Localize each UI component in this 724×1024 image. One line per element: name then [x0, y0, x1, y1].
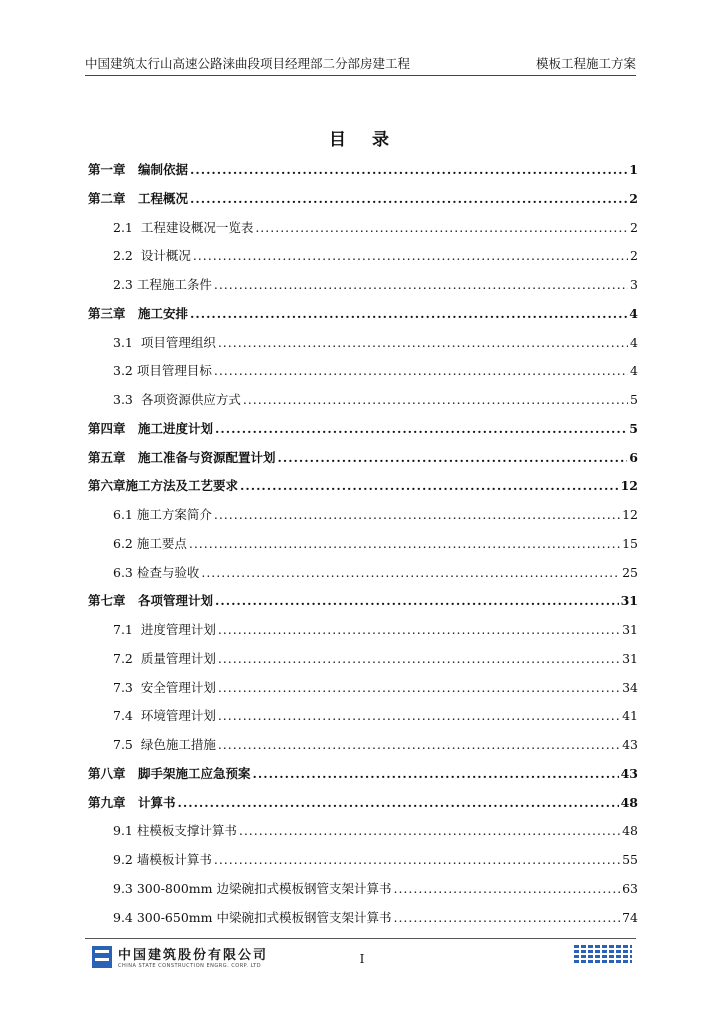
toc-entry-label: 2.3 工程施工条件 [113, 277, 212, 292]
toc-chapter-entry[interactable] [88, 587, 638, 616]
table-of-contents [88, 156, 638, 932]
toc-entry-page: 63 [622, 880, 638, 896]
toc-leader-dots [214, 357, 628, 386]
company-name-en: CHINA STATE CONSTRUCTION ENGRG. CORP. LTD [118, 963, 262, 969]
toc-leader-dots [214, 846, 620, 875]
toc-chapter-entry[interactable] [88, 300, 638, 329]
header-document-title: 模板工程施工方案 [535, 56, 636, 71]
toc-entry-label: 第二章 工程概况 [88, 190, 189, 206]
toc-leader-dots [189, 530, 620, 559]
toc-chapter-entry[interactable] [88, 472, 638, 501]
toc-entry-label: 9.4 300-650mm 中梁碗扣式模板钢管支架计算书 [113, 909, 392, 925]
toc-leader-dots [243, 386, 628, 415]
toc-leader-dots [190, 185, 627, 214]
page-number: I [359, 952, 365, 966]
toc-entry-label: 第六章施工方法及工艺要求 [88, 478, 239, 494]
toc-entry-page: 31 [622, 650, 638, 666]
toc-section-entry[interactable] [88, 875, 638, 904]
toc-entry-label: 9.3 300-800mm 边梁碗扣式模板钢管支架计算书 [113, 880, 392, 896]
toc-section-entry[interactable] [88, 702, 638, 731]
toc-chapter-entry[interactable] [88, 444, 638, 473]
toc-entry-label: 7.4 环境管理计划 [113, 708, 216, 724]
toc-entry-label: 6.2 施工要点 [113, 535, 187, 551]
toc-section-entry[interactable] [88, 214, 638, 243]
toc-entry-label: 2.1 工程建设概况一览表 [113, 219, 254, 235]
toc-entry-page: 3 [630, 277, 638, 292]
toc-section-entry[interactable] [88, 817, 638, 846]
toc-entry-page: 55 [622, 852, 638, 867]
toc-section-entry[interactable] [88, 904, 638, 933]
toc-entry-page: 34 [622, 679, 638, 695]
toc-entry-label: 2.2 设计概况 [113, 248, 191, 264]
toc-entry-label: 6.1 施工方案简介 [113, 507, 212, 522]
toc-leader-dots [218, 731, 620, 760]
toc-entry-page: 2 [630, 219, 638, 235]
toc-entry-page: 2 [630, 248, 638, 264]
toc-chapter-entry[interactable] [88, 789, 638, 818]
toc-entry-page: 5 [630, 392, 638, 407]
toc-entry-label: 第三章 施工安排 [88, 305, 189, 321]
toc-leader-dots [393, 875, 620, 904]
toc-section-entry[interactable] [88, 846, 638, 875]
footer-divider [85, 938, 636, 939]
toc-entry-label: 第八章 脚手架施工应急预案 [88, 765, 251, 781]
toc-section-entry[interactable] [88, 645, 638, 674]
toc-leader-dots [393, 904, 620, 933]
toc-entry-page: 15 [622, 535, 638, 551]
toc-section-entry[interactable] [88, 731, 638, 760]
toc-entry-label: 第四章 施工进度计划 [88, 420, 214, 436]
toc-section-entry[interactable] [88, 616, 638, 645]
toc-entry-page: 4 [630, 363, 638, 379]
toc-leader-dots [214, 271, 628, 300]
toc-entry-page: 4 [630, 334, 638, 350]
toc-leader-dots [218, 329, 628, 358]
toc-entry-page: 1 [629, 162, 638, 177]
toc-section-entry[interactable] [88, 357, 638, 386]
toc-chapter-entry[interactable] [88, 760, 638, 789]
toc-entry-label: 7.3 安全管理计划 [113, 679, 216, 695]
toc-leader-dots [240, 472, 619, 501]
toc-entry-label: 7.5 绿色施工措施 [113, 737, 216, 752]
toc-entry-page: 12 [620, 478, 638, 494]
toc-entry-page: 48 [622, 823, 638, 839]
toc-entry-page: 43 [622, 737, 638, 752]
toc-section-entry[interactable] [88, 242, 638, 271]
toc-leader-dots [255, 214, 628, 243]
toc-leader-dots [178, 789, 619, 818]
toc-leader-dots [215, 415, 627, 444]
brand-stripes-icon [574, 945, 632, 963]
toc-entry-page: 31 [622, 622, 638, 637]
toc-chapter-entry[interactable] [88, 415, 638, 444]
toc-entry-label: 第七章 各项管理计划 [88, 593, 214, 609]
toc-title: 目录 [329, 130, 415, 150]
toc-chapter-entry[interactable] [88, 156, 638, 185]
toc-entry-page: 74 [622, 909, 638, 925]
toc-entry-label: 7.2 质量管理计划 [113, 650, 216, 666]
toc-entry-label: 6.3 检查与验收 [113, 564, 200, 580]
toc-section-entry[interactable] [88, 674, 638, 703]
toc-entry-page: 2 [629, 190, 638, 206]
toc-entry-label: 9.2 墙模板计算书 [113, 852, 212, 867]
toc-section-entry[interactable] [88, 501, 638, 530]
header-project-title: 中国建筑太行山高速公路涞曲段项目经理部二分部房建工程 [85, 56, 411, 71]
toc-leader-dots [215, 587, 619, 616]
toc-entry-page: 41 [622, 708, 638, 724]
toc-leader-dots [190, 300, 627, 329]
toc-entry-label: 3.3 各项资源供应方式 [113, 392, 241, 407]
toc-entry-label: 9.1 柱模板支撑计算书 [113, 823, 237, 839]
toc-leader-dots [278, 444, 628, 473]
toc-entry-label: 第五章 施工准备与资源配置计划 [88, 449, 276, 465]
page-header [85, 50, 636, 76]
toc-leader-dots [239, 817, 620, 846]
toc-entry-label: 第一章 编制依据 [88, 162, 189, 177]
toc-entry-label: 3.1 项目管理组织 [113, 334, 216, 350]
toc-leader-dots [190, 156, 627, 185]
toc-entry-page: 31 [620, 593, 638, 609]
toc-entry-page: 6 [629, 449, 638, 465]
toc-leader-dots [253, 760, 619, 789]
toc-entry-label: 第九章 计算书 [88, 794, 176, 810]
toc-entry-page: 5 [629, 420, 638, 436]
toc-leader-dots [214, 501, 620, 530]
toc-section-entry[interactable] [88, 386, 638, 415]
toc-leader-dots [218, 674, 620, 703]
toc-entry-page: 25 [622, 564, 638, 580]
toc-section-entry[interactable] [88, 559, 638, 588]
toc-leader-dots [218, 645, 620, 674]
toc-leader-dots [218, 702, 620, 731]
toc-entry-label: 3.2 项目管理目标 [113, 363, 212, 379]
toc-section-entry[interactable] [88, 271, 638, 300]
toc-leader-dots [201, 559, 620, 588]
toc-entry-label: 7.1 进度管理计划 [113, 622, 216, 637]
company-name-cn: 中国建筑股份有限公司 [118, 948, 269, 963]
toc-leader-dots [193, 242, 628, 271]
toc-chapter-entry[interactable] [88, 185, 638, 214]
toc-section-entry[interactable] [88, 329, 638, 358]
toc-entry-page: 12 [622, 507, 638, 522]
toc-entry-page: 43 [620, 765, 638, 781]
toc-entry-page: 48 [620, 794, 638, 810]
toc-leader-dots [218, 616, 620, 645]
toc-section-entry[interactable] [88, 530, 638, 559]
toc-entry-page: 4 [629, 305, 638, 321]
